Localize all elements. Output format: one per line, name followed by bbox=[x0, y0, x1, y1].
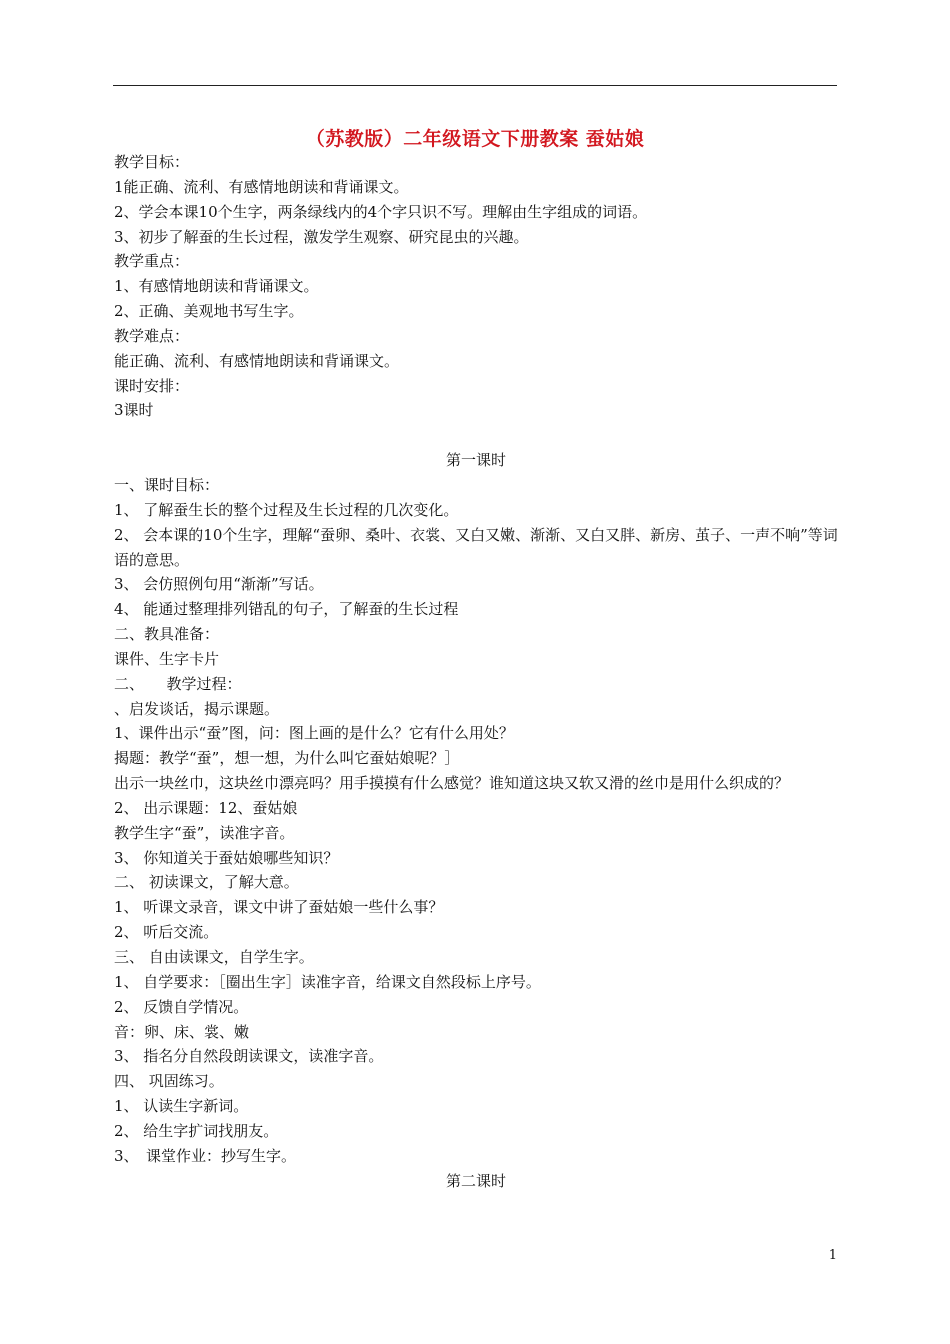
intro-section bbox=[114, 150, 838, 423]
lesson1-heading: 第一课时 bbox=[445, 451, 506, 470]
header-rule bbox=[113, 85, 837, 86]
document-body bbox=[114, 150, 838, 1193]
text-line: 1、课件出示“蚕”图，问：图上画的是什么？它有什么用处？ bbox=[114, 724, 514, 743]
text-line: 、启发谈话，揭示课题。 bbox=[114, 699, 280, 718]
text-line: 3、初步了解蚕的生长过程，激发学生观察、研究昆虫的兴趣。 bbox=[114, 227, 529, 246]
text-line: 3、 你知道关于蚕姑娘哪些知识？ bbox=[114, 848, 339, 867]
lesson1-goals bbox=[114, 473, 838, 523]
lesson1-process bbox=[114, 572, 838, 771]
text-line: 四、 巩固练习。 bbox=[114, 1072, 224, 1091]
text-line: 课件、生字卡片 bbox=[114, 649, 220, 668]
lesson2-heading: 第二课时 bbox=[445, 1171, 506, 1190]
page-number: 1 bbox=[828, 1248, 837, 1263]
text-line: 二、 初读课文，了解大意。 bbox=[114, 873, 299, 892]
text-line: 2、 听后交流。 bbox=[114, 923, 219, 942]
text-line: 3、 课堂作业：抄写生字。 bbox=[114, 1146, 297, 1165]
text-line: 3、 指名分自然段朗读课文，读准字音。 bbox=[114, 1047, 384, 1066]
spacer bbox=[114, 423, 838, 448]
text-line: 二、教具准备： bbox=[114, 625, 220, 644]
text-line: 二、 教学过程： bbox=[114, 674, 242, 693]
paragraph: 出示一块丝巾，这块丝巾漂亮吗？用手摸摸有什么感觉？谁知道这块又软又滑的丝巾是用什么织成的？ bbox=[114, 774, 790, 793]
text-line: 教学生字“蚕”，读准字音。 bbox=[114, 823, 295, 842]
text-line: 2、 给生字扩词找朋友。 bbox=[114, 1121, 279, 1140]
text-line: 1、 了解蚕生长的整个过程及生长过程的几次变化。 bbox=[114, 500, 459, 519]
text-line: 音：卵、床、裳、嫩 bbox=[114, 1022, 250, 1041]
text-line: 1、 听课文录音，课文中讲了蚕姑娘一些什么事？ bbox=[114, 898, 444, 917]
text-line: 3、 会仿照例句用“渐渐”写话。 bbox=[114, 575, 324, 594]
text-line: 2、正确、美观地书写生字。 bbox=[114, 302, 304, 321]
lesson1-steps bbox=[114, 796, 838, 1169]
paragraph: 2、 会本课的10个生字，理解“蚕卵、桑叶、衣裳、又白又嫩、渐渐、又白又胖、新房、茧子、一声不响”等词语的意思。 bbox=[114, 525, 838, 569]
text-line: 课时安排： bbox=[114, 376, 190, 395]
text-line: 1、 认读生字新词。 bbox=[114, 1097, 249, 1116]
text-line: 揭题：教学“蚕”，想一想，为什么叫它蚕姑娘呢？］ bbox=[114, 749, 460, 768]
text-line: 2、学会本课10个生字，两条绿线内的4个字只识不写。理解由生字组成的词语。 bbox=[114, 202, 648, 221]
text-line: 一、课时目标： bbox=[114, 475, 220, 494]
text-line: 教学重点： bbox=[114, 252, 190, 271]
text-line: 2、 反馈自学情况。 bbox=[114, 997, 249, 1016]
text-line: 1、 自学要求：［圈出生字］读准字音，给课文自然段标上序号。 bbox=[114, 972, 541, 991]
text-line: 教学难点： bbox=[114, 326, 190, 345]
text-line: 3课时 bbox=[114, 401, 154, 420]
text-line: 2、 出示课题：12、蚕姑娘 bbox=[114, 798, 298, 817]
text-line: 1、有感情地朗读和背诵课文。 bbox=[114, 277, 319, 296]
text-line: 能正确、流利、有感情地朗读和背诵课文。 bbox=[114, 351, 400, 370]
text-line: 1能正确、流利、有感情地朗读和背诵课文。 bbox=[114, 177, 409, 196]
text-line: 三、 自由读课文，自学生字。 bbox=[114, 948, 314, 966]
text-line: 4、 能通过整理排列错乱的句子，了解蚕的生长过程 bbox=[114, 600, 459, 619]
document-title: （苏教版）二年级语文下册教案 蚕姑娘 bbox=[305, 128, 645, 150]
text-line: 教学目标： bbox=[114, 153, 190, 171]
